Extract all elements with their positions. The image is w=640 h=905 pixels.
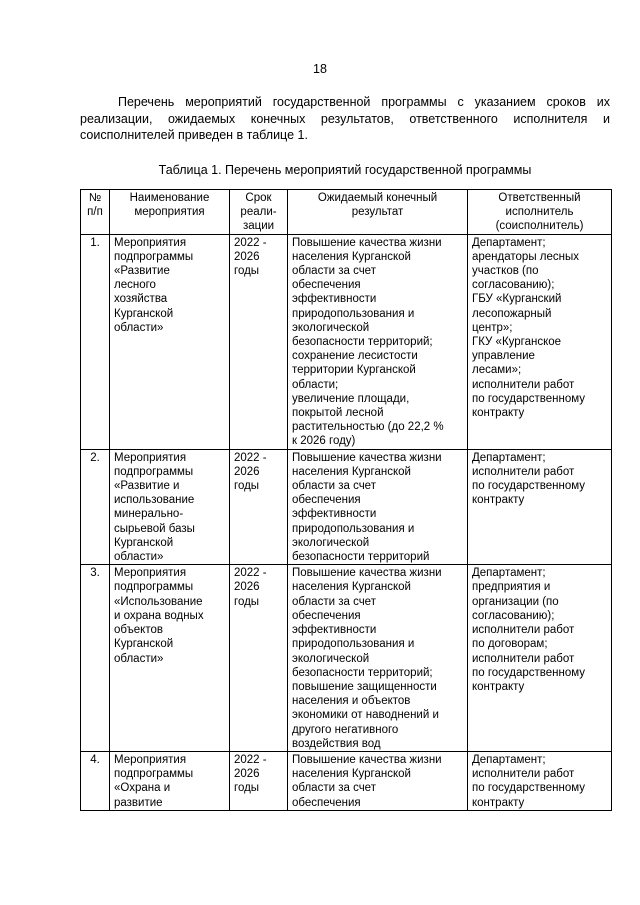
table-row xyxy=(81,565,612,752)
cell-name: Мероприятия подпрограммы «Развитие и использование минерально- сырьевой базы Курганской области» xyxy=(110,449,230,565)
header-name: Наименование мероприятия xyxy=(110,190,230,235)
cell-responsible: Департамент; исполнители работ по государственному контракту xyxy=(468,449,612,565)
cell-name: Мероприятия подпрограммы «Развитие лесного хозяйства Курганской области» xyxy=(110,234,230,449)
header-term: Срок реали- зации xyxy=(230,190,288,235)
cell-result: Повышение качества жизни населения Курганской области за счет обеспечения эффективности природопользования и экологической безопасности территорий; повышение защищенности населения и объектов экономики от наводнений и другого негативного воздействия вод xyxy=(288,565,468,752)
header-result: Ожидаемый конечный результат xyxy=(288,190,468,235)
measures-table xyxy=(80,189,612,811)
page-number: 18 xyxy=(313,62,327,76)
cell-term: 2022 - 2026 годы xyxy=(230,234,288,449)
intro-paragraph: Перечень мероприятий государственной программы с указанием сроков их реализации, ожидаемых конечных результатов, ответственного исполнителя и соисполнителей приведен в таблице 1. xyxy=(80,95,610,142)
cell-name: Мероприятия подпрограммы «Охрана и развитие xyxy=(110,751,230,810)
header-responsible: Ответственный исполнитель (соисполнитель) xyxy=(468,190,612,235)
cell-num: 3. xyxy=(81,565,110,752)
table-row xyxy=(81,449,612,565)
cell-responsible: Департамент; арендаторы лесных участков (по согласованию); ГБУ «Курганский лесопожарный центр»; ГКУ «Курганское управление лесами»; исполнители работ по государственному контракту xyxy=(468,234,612,449)
table-row xyxy=(81,751,612,810)
cell-num: 4. xyxy=(81,751,110,810)
cell-term: 2022 - 2026 годы xyxy=(230,449,288,565)
cell-responsible: Департамент; предприятия и организации (по согласованию); исполнители работ по договорам; исполнители работ по государственному контракту xyxy=(468,565,612,752)
table-row xyxy=(81,234,612,449)
table-caption: Таблица 1. Перечень мероприятий государственной программы xyxy=(158,163,532,177)
header-num: № п/п xyxy=(81,190,110,235)
table-header-row xyxy=(81,190,612,235)
cell-result: Повышение качества жизни населения Курганской области за счет обеспечения эффективности природопользования и экологической безопасности территорий xyxy=(288,449,468,565)
cell-num: 1. xyxy=(81,234,110,449)
cell-responsible: Департамент; исполнители работ по государственному контракту xyxy=(468,751,612,810)
cell-term: 2022 - 2026 годы xyxy=(230,751,288,810)
cell-result: Повышение качества жизни населения Курганской области за счет обеспечения эффективности природопользования и экологической безопасности территорий; сохранение лесистости территории Курганской области; увеличение площади, покрытой лесной растительностью (до 22,2 % к 2026 году) xyxy=(288,234,468,449)
cell-result: Повышение качества жизни населения Курганской области за счет обеспечения xyxy=(288,751,468,810)
cell-num: 2. xyxy=(81,449,110,565)
cell-name: Мероприятия подпрограммы «Использование и охрана водных объектов Курганской области» xyxy=(110,565,230,752)
cell-term: 2022 - 2026 годы xyxy=(230,565,288,752)
